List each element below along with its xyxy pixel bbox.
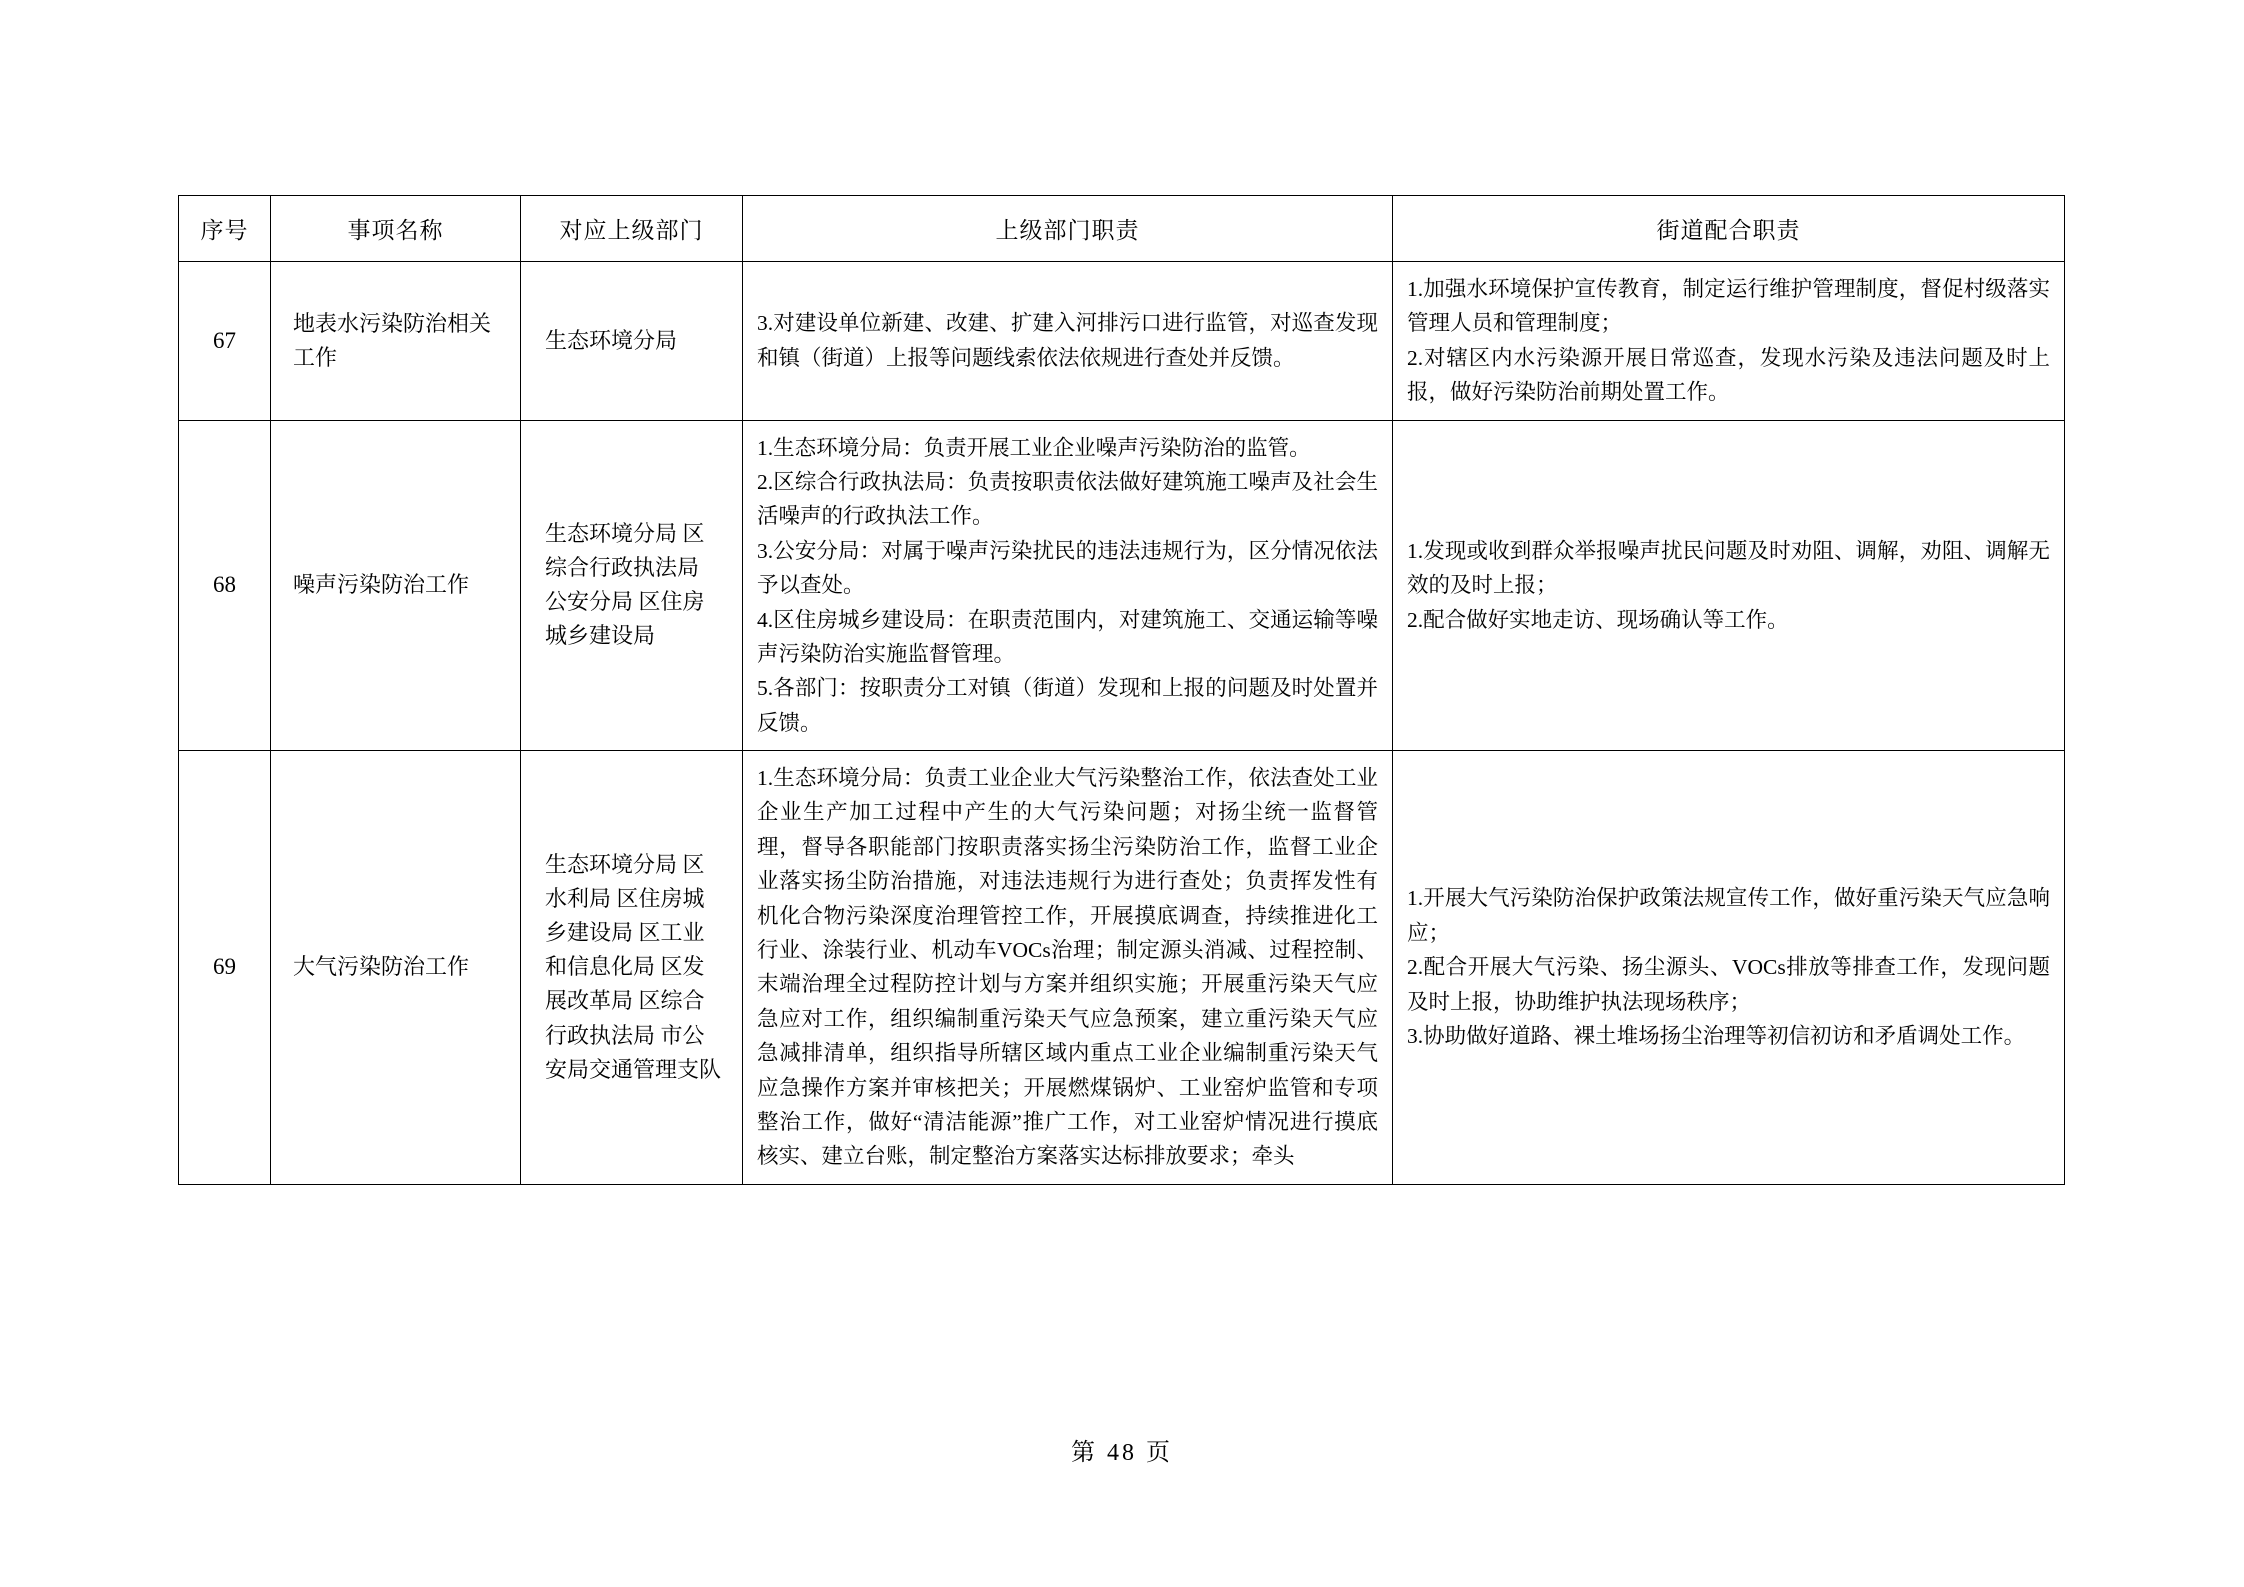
table-row: [179, 262, 2065, 421]
cell-upper-dept: 生态环境分局: [521, 262, 743, 421]
cell-upper-dept: 生态环境分局 区综合行政执法局 公安分局 区住房城乡建设局: [521, 420, 743, 751]
column-header-street: 街道配合职责: [1393, 196, 2065, 262]
cell-index: 67: [179, 262, 271, 421]
cell-item-name: 大气污染防治工作: [271, 751, 521, 1185]
cell-street-duty: 1.开展大气污染防治保护政策法规宣传工作，做好重污染天气应急响应； 2.配合开展大气污染、扬尘源头、VOCs排放等排查工作，发现问题及时上报，协助维护执法现场秩序； 3.协助做好道路、裸土堆场扬尘治理等初信初访和矛盾调处工作。: [1393, 751, 2065, 1185]
responsibility-table: [178, 195, 2065, 1185]
table-row: [179, 420, 2065, 751]
cell-index: 69: [179, 751, 271, 1185]
cell-street-duty: 1.加强水环境保护宣传教育，制定运行维护管理制度，督促村级落实管理人员和管理制度； 2.对辖区内水污染源开展日常巡查，发现水污染及违法问题及时上报，做好污染防治前期处置工作。: [1393, 262, 2065, 421]
cell-upper-duty: 1.生态环境分局：负责工业企业大气污染整治工作，依法查处工业企业生产加工过程中产生的大气污染问题；对扬尘统一监督管理，督导各职能部门按职责落实扬尘污染防治工作，监督工业企业落实扬尘防治措施，对违法违规行为进行查处；负责挥发性有机化合物污染深度治理管控工作，开展摸底调查，持续推进化工行业、涂装行业、机动车VOCs治理；制定源头消减、过程控制、末端治理全过程防控计划与方案并组织实施；开展重污染天气应急应对工作，组织编制重污染天气应急预案，建立重污染天气应急减排清单，组织指导所辖区域内重点工业企业编制重污染天气应急操作方案并审核把关；开展燃煤锅炉、工业窑炉监管和专项整治工作，做好“清洁能源”推广工作，对工业窑炉情况进行摸底核实、建立台账，制定整治方案落实达标排放要求；牵头: [743, 751, 1393, 1185]
cell-item-name: 噪声污染防治工作: [271, 420, 521, 751]
cell-street-duty: 1.发现或收到群众举报噪声扰民问题及时劝阻、调解，劝阻、调解无效的及时上报； 2.配合做好实地走访、现场确认等工作。: [1393, 420, 2065, 751]
column-header-duty: 上级部门职责: [743, 196, 1393, 262]
cell-item-name: 地表水污染防治相关工作: [271, 262, 521, 421]
page-number: 第 48 页: [1071, 1440, 1173, 1466]
cell-upper-duty: 3.对建设单位新建、改建、扩建入河排污口进行监管，对巡查发现和镇（街道）上报等问题线索依法依规进行查处并反馈。: [743, 262, 1393, 421]
cell-upper-dept: 生态环境分局 区水利局 区住房城乡建设局 区工业和信息化局 区发展改革局 区综合行政执法局 市公安局交通管理支队: [521, 751, 743, 1185]
column-header-name: 事项名称: [271, 196, 521, 262]
column-header-dept: 对应上级部门: [521, 196, 743, 262]
column-header-index: 序号: [179, 196, 271, 262]
table-header-row: [179, 196, 2065, 262]
cell-index: 68: [179, 420, 271, 751]
table-row: [179, 751, 2065, 1185]
cell-upper-duty: 1.生态环境分局：负责开展工业企业噪声污染防治的监管。 2.区综合行政执法局：负责按职责依法做好建筑施工噪声及社会生活噪声的行政执法工作。 3.公安分局：对属于噪声污染扰民的违法违规行为，区分情况依法予以查处。 4.区住房城乡建设局：在职责范围内，对建筑施工、交通运输等噪声污染防治实施监督管理。 5.各部门：按职责分工对镇（街道）发现和上报的问题及时处置并反馈。: [743, 420, 1393, 751]
